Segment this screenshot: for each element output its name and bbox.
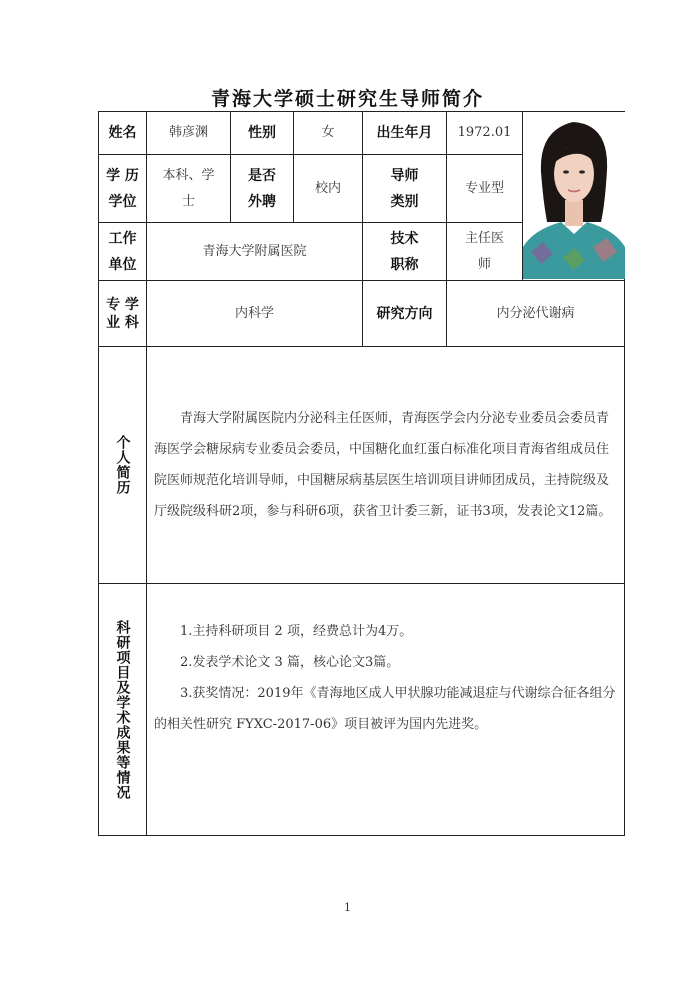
type-label-line2: 类别 — [390, 193, 419, 210]
major-label-line1: 专 学 — [106, 296, 139, 313]
external-value: 校内 — [314, 180, 341, 196]
name-label-cell — [99, 112, 147, 155]
bio-text: 青海大学附属医院内分泌科主任医师，青海医学会内分泌专业委员会委员青海医学会糖尿病专业委员会委员，中国糖化血红蛋白标准化项目青海省组成员住院医师规范化培训导师，中国糖尿病基层医生培训项目讲师团成员，主持院级及厅级院级科研2项，参与科研6项，获省卫计委三新，证书3项，发表论文12篇。 — [154, 411, 612, 519]
work-label-line2: 单位 — [108, 256, 137, 273]
external-value-cell — [294, 155, 363, 223]
major-value: 内科学 — [234, 305, 274, 321]
name-value: 韩彦渊 — [168, 125, 208, 140]
birth-value-cell — [447, 112, 523, 155]
row-major — [99, 281, 625, 347]
education-label-cell — [99, 155, 147, 223]
research-value: 内分泌代谢病 — [496, 305, 575, 321]
birth-label-cell — [363, 112, 447, 155]
gender-label-cell — [231, 112, 294, 155]
achievement-item-3: 3.获奖情况：2019年《青海地区成人甲状腺功能减退症与代谢综合征各组分的相关性研究 FYXC-2017-06》项目被评为国内先进奖。 — [154, 686, 616, 732]
profile-table — [98, 111, 625, 836]
title-value-cell — [447, 223, 523, 281]
type-label-line1: 导师 — [390, 167, 419, 184]
bio-content-cell — [147, 347, 625, 584]
work-value-cell — [147, 223, 363, 281]
type-label-cell — [363, 155, 447, 223]
portrait-photo — [523, 112, 625, 279]
external-label-line1: 是否 — [248, 167, 276, 184]
research-label-cell — [363, 281, 447, 347]
row-basic-info — [99, 112, 625, 155]
major-label-cell — [99, 281, 147, 347]
name-value-cell — [147, 112, 231, 155]
work-unit-value: 青海大学附属医院 — [202, 243, 307, 259]
external-label-line2: 外聘 — [248, 193, 276, 210]
row-bio — [99, 347, 625, 584]
research-value-cell — [447, 281, 625, 347]
education-value-line2: 士 — [181, 193, 195, 209]
work-label-cell — [99, 223, 147, 281]
work-label-line1: 工作 — [108, 230, 137, 247]
page-number: 1 — [344, 901, 351, 914]
type-value-cell — [447, 155, 523, 223]
bio-label-cell — [99, 347, 147, 584]
birth-label: 出生年月 — [376, 125, 433, 141]
birth-value: 1972.01 — [457, 125, 512, 140]
title-value-line1: 主任医 — [464, 230, 504, 246]
major-label-line2: 业 科 — [106, 314, 139, 331]
achievements-label-cell — [99, 584, 147, 836]
achievements-label: 科研项目及学术成果等情况 — [114, 619, 131, 800]
education-value-line1: 本科、学 — [162, 167, 215, 183]
title-value-line2: 师 — [477, 256, 491, 272]
photo-cell — [523, 112, 625, 281]
research-label: 研究方向 — [376, 305, 433, 322]
title-label-line1: 技术 — [390, 230, 419, 247]
achievement-item-2: 2.发表学术论文 3 篇，核心论文3篇。 — [180, 655, 400, 670]
type-value: 专业型 — [464, 180, 504, 196]
major-value-cell — [147, 281, 363, 347]
external-label-cell — [231, 155, 294, 223]
education-label-line1: 学 历 — [106, 167, 139, 184]
education-value-cell — [147, 155, 231, 223]
title-label-cell — [363, 223, 447, 281]
education-label-line2: 学位 — [108, 193, 137, 210]
row-achievements — [99, 584, 625, 836]
achievement-item-1: 1.主持科研项目 2 项，经费总计为4万。 — [180, 624, 413, 639]
gender-value-cell — [294, 112, 363, 155]
page-title: 青海大学硕士研究生导师简介 — [210, 88, 484, 110]
bio-label: 个人简历 — [114, 435, 131, 495]
name-label: 姓名 — [108, 125, 137, 141]
title-label-line2: 职称 — [390, 256, 419, 273]
gender-value: 女 — [321, 125, 335, 140]
achievements-content-cell — [147, 584, 625, 836]
gender-label: 性别 — [248, 125, 276, 141]
